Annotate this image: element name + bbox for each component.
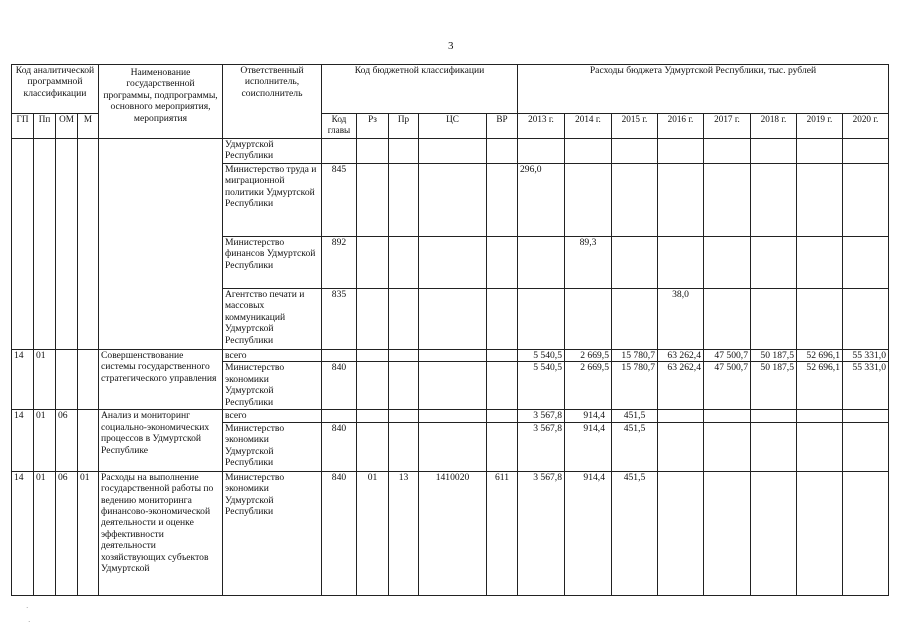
cell-2015: 451,5 <box>612 471 658 595</box>
cell-2018: 50 187,5 <box>751 350 797 362</box>
header-year-2020: 2020 г. <box>843 114 889 139</box>
cell-2016: 63 262,4 <box>658 350 704 362</box>
cell-head-code: 845 <box>322 164 357 237</box>
cell-2015: 15 780,7 <box>612 350 658 362</box>
cell-2015: 451,5 <box>612 422 658 471</box>
cell-om: 06 <box>56 410 78 471</box>
cell-responsible: Министерство финансов Удмуртской Республики <box>223 237 322 289</box>
header-vr: ВР <box>487 114 518 139</box>
cell-cs: 1410020 <box>419 471 487 595</box>
cell-responsible: всего <box>223 410 322 422</box>
cell-head-code: 840 <box>322 422 357 471</box>
cell-m <box>78 139 99 350</box>
cell-responsible: Министерство экономики Удмуртской Республики <box>223 471 322 595</box>
table-row <box>12 139 889 164</box>
table-row <box>12 410 889 422</box>
header-m: М <box>78 114 99 139</box>
cell-2017: 47 500,7 <box>704 350 751 362</box>
cell-m: 01 <box>78 471 99 595</box>
cell-name: Совершенствование системы государственного стратегического управления <box>99 350 223 410</box>
header-row <box>12 65 889 114</box>
header-budget-code-group: Код бюджетной классификации <box>322 65 518 114</box>
cell-responsible: Министерство экономики Удмуртской Республики <box>223 422 322 471</box>
cell-om <box>56 350 78 410</box>
page-number: 3 <box>448 40 454 52</box>
header-name: Наименование государственной программы, подпрограммы, основного мероприятия, мероприятия <box>99 65 223 139</box>
cell-responsible: Удмуртской Республики <box>223 139 322 164</box>
cell-name: Анализ и мониторинг социально-экономических процессов в Удмуртской Республике <box>99 410 223 471</box>
cell-responsible: всего <box>223 350 322 362</box>
cell-2020: 55 331,0 <box>843 362 889 410</box>
header-gp: ГП <box>12 114 34 139</box>
header-year-2017: 2017 г. <box>704 114 751 139</box>
cell-2017: 47 500,7 <box>704 362 751 410</box>
cell-gp: 14 <box>12 471 34 595</box>
cell-responsible: Агентство печати и массовых коммуникаций Удмуртской Республики <box>223 289 322 350</box>
cell-2018: 50 187,5 <box>751 362 797 410</box>
cell-m <box>78 350 99 410</box>
cell-2015: 15 780,7 <box>612 362 658 410</box>
cell-2014: 2 669,5 <box>565 362 612 410</box>
cell-2013: 5 540,5 <box>518 362 565 410</box>
header-rz: Рз <box>357 114 389 139</box>
cell-2016: 63 262,4 <box>658 362 704 410</box>
cell-head-code: 840 <box>322 362 357 410</box>
cell-2013: 3 567,8 <box>518 422 565 471</box>
header-code-group: Код аналитической программной классификации <box>12 65 99 114</box>
cell-2013: 3 567,8 <box>518 471 565 595</box>
cell-2014: 914,4 <box>565 422 612 471</box>
table-row <box>12 471 889 595</box>
cell-gp <box>12 139 34 350</box>
cell-2019: 52 696,1 <box>797 362 843 410</box>
cell-gp: 14 <box>12 410 34 471</box>
cell-name: Расходы на выполнение государственной работы по ведению мониторинга финансово-экономической деятельности и оценке эффективности деятельности хозяйствующих субъектов Удмуртской <box>99 471 223 595</box>
header-year-2019: 2019 г. <box>797 114 843 139</box>
header-om: ОМ <box>56 114 78 139</box>
cell-responsible: Министерство труда и миграционной политики Удмуртской Республики <box>223 164 322 237</box>
scan-speck: · <box>26 604 29 612</box>
header-year-2013: 2013 г. <box>518 114 565 139</box>
cell-gp: 14 <box>12 350 34 410</box>
cell-head-code: 835 <box>322 289 357 350</box>
cell-2015: 451,5 <box>612 410 658 422</box>
header-year-2018: 2018 г. <box>751 114 797 139</box>
header-year-2015: 2015 г. <box>612 114 658 139</box>
cell-2013: 5 540,5 <box>518 350 565 362</box>
cell-name <box>99 139 223 350</box>
cell-pp: 01 <box>34 350 56 410</box>
cell-2013: 296,0 <box>518 164 565 237</box>
header-pp: Пп <box>34 114 56 139</box>
cell-head-code: 892 <box>322 237 357 289</box>
cell-responsible: Министерство экономики Удмуртской Республики <box>223 362 322 410</box>
scan-speck: · <box>28 618 31 626</box>
cell-2014: 89,3 <box>565 237 612 289</box>
budget-table <box>11 64 889 596</box>
cell-pp <box>34 139 56 350</box>
cell-pp: 01 <box>34 471 56 595</box>
cell-om: 06 <box>56 471 78 595</box>
cell-2014: 914,4 <box>565 471 612 595</box>
header-head-code: Код главы <box>322 114 357 139</box>
cell-2016: 38,0 <box>658 289 704 350</box>
header-cs: ЦС <box>419 114 487 139</box>
cell-2020: 55 331,0 <box>843 350 889 362</box>
header-pr: Пр <box>389 114 419 139</box>
header-year-2014: 2014 г. <box>565 114 612 139</box>
cell-2013: 3 567,8 <box>518 410 565 422</box>
cell-vr: 611 <box>487 471 518 595</box>
header-year-2016: 2016 г. <box>658 114 704 139</box>
cell-pp: 01 <box>34 410 56 471</box>
cell-head-code: 840 <box>322 471 357 595</box>
header-responsible: Ответственный исполнитель, соисполнитель <box>223 65 322 139</box>
cell-om <box>56 139 78 350</box>
cell-2014: 914,4 <box>565 410 612 422</box>
table-row <box>12 350 889 362</box>
cell-2019: 52 696,1 <box>797 350 843 362</box>
cell-pr: 13 <box>389 471 419 595</box>
cell-rz: 01 <box>357 471 389 595</box>
cell-m <box>78 410 99 471</box>
header-expenses-group: Расходы бюджета Удмуртской Республики, тыс. рублей <box>518 65 889 114</box>
cell-2014: 2 669,5 <box>565 350 612 362</box>
